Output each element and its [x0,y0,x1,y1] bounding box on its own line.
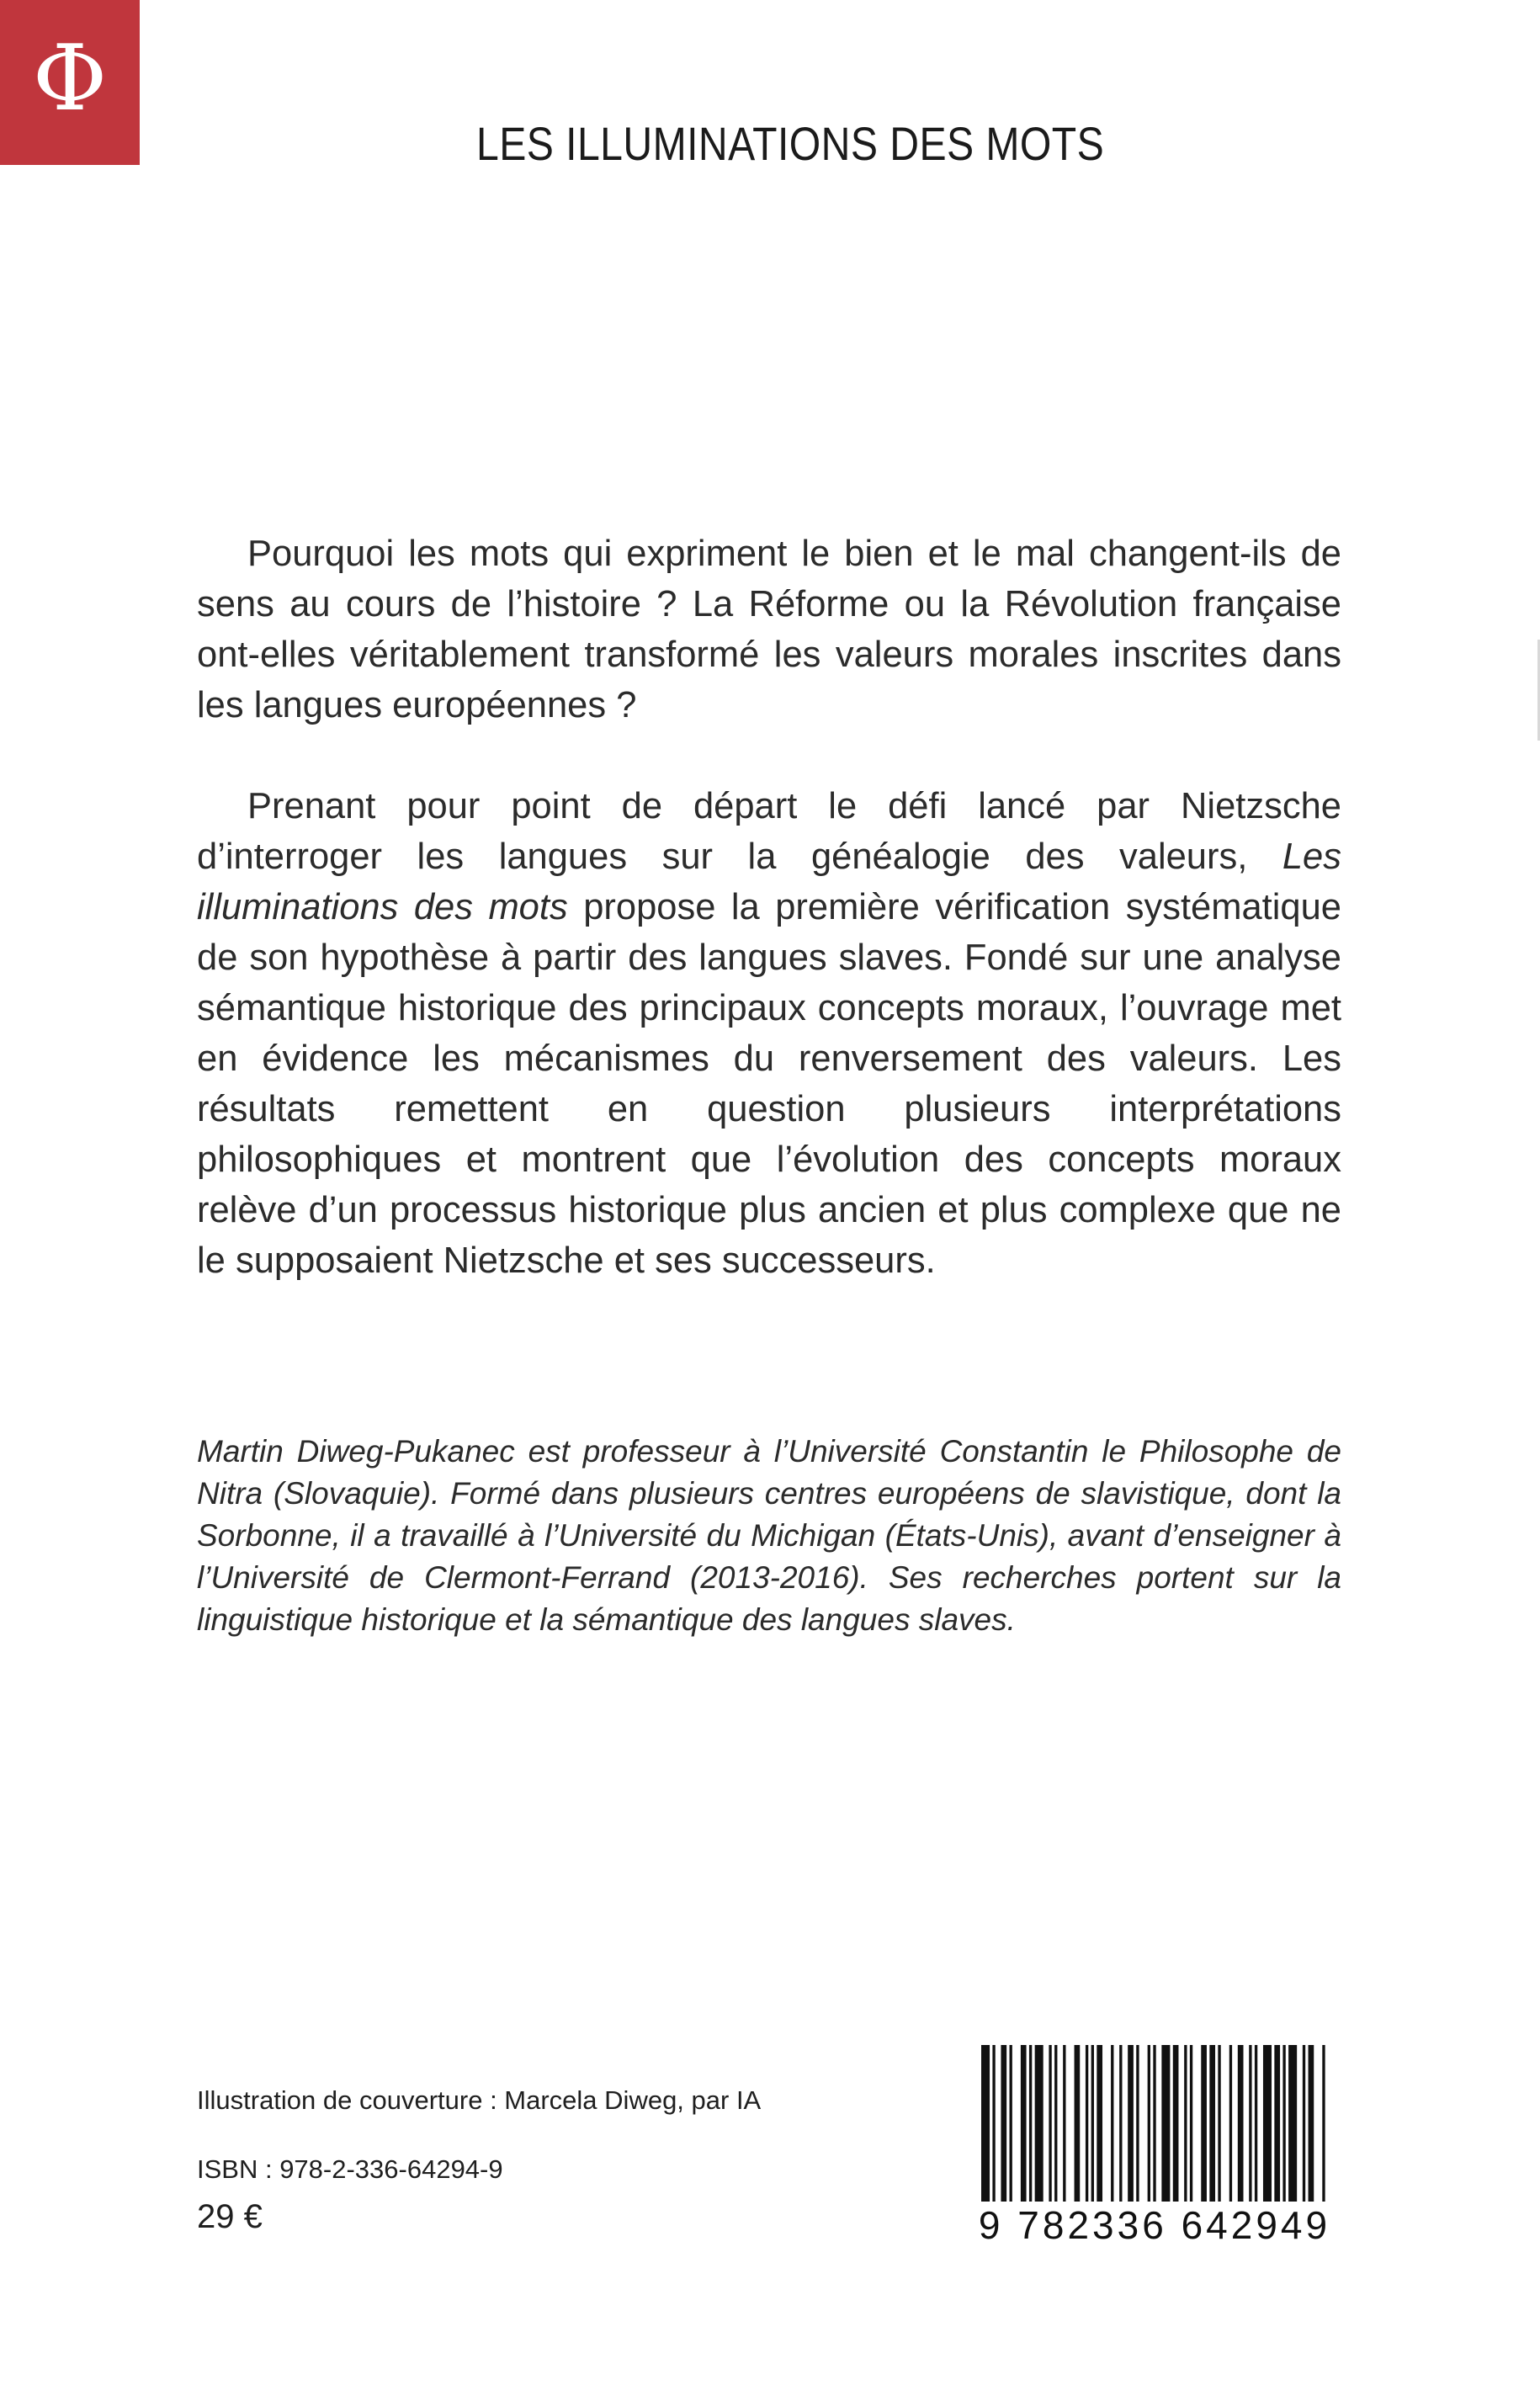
paragraph-2-lead: Prenant pour point de départ le défi lancé par Nietzsche d’interroger les langues sur la généalogie des valeurs, [197,786,1341,877]
phi-logo-icon: Φ [32,26,108,131]
price: 29 € [197,2198,263,2235]
book-title: LES ILLUMINATIONS DES MOTS [476,117,1105,170]
barcode-bars-icon [978,2045,1331,2210]
description-paragraph-2 [197,781,1341,1286]
publisher-logo [0,0,140,165]
author-name: Martin Diweg-Pukanec [197,1434,515,1469]
description-paragraph-1 [197,529,1341,730]
author-bio-text: est professeur à l’Université Constantin le Philosophe de Nitra (Slovaquie). Formé dans plusieurs centres européens de slavistique, dont la Sorbonne, il a travaillé à l’Université du Michigan (États-Unis), avant d’enseigner à l’Université de Clermont-Ferrand (2013-2016). Ses recherches portent sur la linguistique historique et la sémantique des langues slaves. [197,1434,1341,1637]
isbn-barcode [978,2045,1331,2255]
cover-illustration-credit: Illustration de couverture : Marcela Diweg, par IA [197,2085,762,2115]
author-bio [197,1431,1341,1641]
isbn: ISBN : 978-2-336-64294-9 [197,2154,503,2184]
book-title-italic: Les illuminations des mots [197,837,1341,927]
description-paragraph-2-text [197,781,1341,1286]
barcode-digits: 9 782336 642949 [978,2203,1331,2247]
paragraph-2-rest: propose la première vérification systématique de son hypothèse à partir des langues slaves. Fondé sur une analyse sémantique historique des principaux concepts moraux, l’ouvrage met en évidence les mécanismes du renversement des valeurs. Les résultats remettent en question plusieurs interprétations philosophiques et montrent que l’évolution des concepts moraux relève d’un processus historique plus ancien et plus complexe que ne le supposaient Nietzsche et ses successeurs. [197,887,1341,1281]
description-paragraph-1-text: Pourquoi les mots qui expriment le bien et le mal changent-ils de sens au cours de l’histoire ? La Réforme ou la Révolution française ont-elles véritablement transformé les valeurs morales inscrites dans les langues européennes ? [197,534,1341,725]
